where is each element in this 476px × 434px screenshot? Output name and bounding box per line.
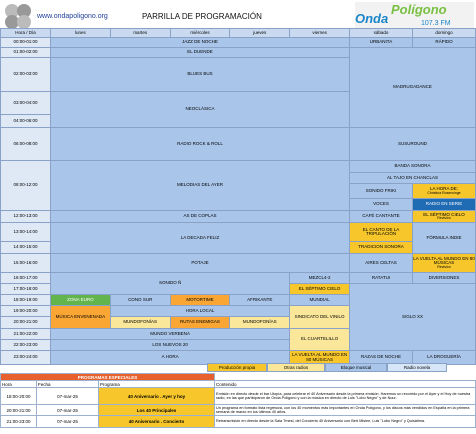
program-ratatui[interactable]: RATATUI xyxy=(350,273,413,284)
program-vuelta-review[interactable]: LA VUELTA AL MUNDO EN 80 MÚSICAS Revisión xyxy=(413,254,476,273)
program-madrugadance[interactable]: MADRUGADANCE xyxy=(350,48,476,128)
program-neoclasica[interactable]: NEOCLÁSICA xyxy=(51,92,350,128)
hour-cell: 06:00-08:00 xyxy=(1,128,51,161)
table-row: 18:00-20:00 07-mar-25 40 Aniversario . Ayer y hoy Emisión en directo desde el bar Utopía, para celebrar el 40 Aniversario desde la primera emisión. Haremos un recorrido por el Ayer y el Hoy de nuestra radio, en las que participaron de Onda Poligono y con la música en directo de Luis "Lobo Negro" y de Nour. xyxy=(1,388,476,405)
program-motortime[interactable]: MOTORTIME xyxy=(170,295,230,306)
specials-header-fecha: Fecha xyxy=(37,381,99,388)
specials-header-hora: Hora xyxy=(1,381,37,388)
program-formula[interactable]: FÓRMULA INDIE xyxy=(413,223,476,254)
brand-logo: Onda Polígono 107.3 FM xyxy=(355,2,474,32)
program-musica[interactable]: MÚSICA ENVENENADA xyxy=(51,306,111,329)
hour-cell: 14:00-15:00 xyxy=(1,242,51,254)
program-sindicato[interactable]: SINDICATO DEL VINILO xyxy=(290,306,350,329)
program-consur[interactable]: CONO SUR xyxy=(110,295,170,306)
program-cafe[interactable]: CAFÉ CANTANTE xyxy=(350,211,413,223)
program-rutas[interactable]: RUTAS ENEMIGAS xyxy=(170,317,230,329)
hour-cell: 23:00-24:00 xyxy=(1,351,51,365)
col-thursday: jueves xyxy=(230,29,290,38)
special-program-name[interactable]: 40 Aniversario . Concierto xyxy=(99,416,215,428)
program-horade[interactable]: LA HORA DE: Christina Rosenvinge xyxy=(413,184,476,199)
program-verbena[interactable]: MUNDO VERBENA xyxy=(51,329,290,340)
hour-cell: 15:00-16:00 xyxy=(1,254,51,273)
hour-cell: 13:00-14:00 xyxy=(1,223,51,242)
hour-cell: 03:00-04:00 xyxy=(1,92,51,115)
legend-own-production: Producción propia xyxy=(207,363,267,372)
col-sunday: domingo xyxy=(413,29,476,38)
program-voces[interactable]: VOCES xyxy=(350,199,413,211)
program-canto[interactable]: EL CANTO DE LA TRIPULACIÓN xyxy=(350,223,413,242)
hour-cell: 19:00-20:00 xyxy=(1,306,51,317)
program-radioserie[interactable]: RADIO EN SERIE xyxy=(413,199,476,211)
program-susuround[interactable]: SUSUROUND xyxy=(350,128,476,161)
program-cuartelillo[interactable]: EL CUARTELILLO xyxy=(290,329,350,351)
program-jazz[interactable]: JAZZ DE NOCHE xyxy=(51,38,350,48)
hour-cell: 18:00-19:00 xyxy=(1,295,51,306)
program-mundofonias-2[interactable]: MUNDOFONÍAS xyxy=(230,317,290,329)
program-septimo-review[interactable]: EL SÉPTIMO CIELO Revisión xyxy=(413,211,476,223)
col-hour: Hora / Día xyxy=(1,29,51,38)
program-vuelta[interactable]: LA VUELTA AL MUNDO EN 80 MÚSICAS xyxy=(290,351,350,365)
col-wednesday: miércoles xyxy=(170,29,230,38)
hour-cell: 01:00-02:00 xyxy=(1,48,51,58)
col-saturday: sábado xyxy=(350,29,413,38)
hour-cell: 22:00-23:00 xyxy=(1,340,51,351)
hour-cell: 02:00-03:00 xyxy=(1,58,51,92)
page-title: PARRILLA DE PROGRAMACIÓN xyxy=(142,12,262,21)
specials-header-contenido: Contenido xyxy=(215,381,476,388)
program-sonido[interactable]: SONIDO Ñ xyxy=(51,273,290,295)
hour-cell: 08:00-12:00 xyxy=(1,161,51,211)
program-horalocal[interactable]: HORA LOCAL xyxy=(110,306,289,317)
hour-cell: 04:00-06:00 xyxy=(1,115,51,128)
hour-cell: 20:00-21:00 xyxy=(1,317,51,329)
col-monday: lunes xyxy=(51,29,111,38)
program-drogueria[interactable]: LA DROGUERÍA xyxy=(413,351,476,365)
program-altajo[interactable]: AL TAJO EN CHANCLAS xyxy=(350,173,476,184)
program-decada[interactable]: LA DECADA FELIZ xyxy=(51,223,350,254)
program-banda[interactable]: BANDA SONORA xyxy=(350,161,476,173)
specials-caption: PROGRAMAS ESPECIALES xyxy=(1,374,215,381)
program-coplas[interactable]: AS DE COPLAS xyxy=(51,211,350,223)
program-friki[interactable]: SONIDO FRIKI xyxy=(350,184,413,199)
program-afrikante[interactable]: AFRIKANTE xyxy=(230,295,290,306)
legend-other-radios: Otras radios xyxy=(267,363,325,372)
program-diversiones[interactable]: DIVERSIONES xyxy=(413,273,476,284)
schedule-grid xyxy=(0,28,476,365)
program-rapido[interactable]: RÁPIDO xyxy=(413,38,476,48)
col-tuesday: martes xyxy=(110,29,170,38)
program-duende[interactable]: EL DUENDE xyxy=(51,48,350,58)
website-link[interactable]: www.ondapoligono.org xyxy=(37,13,108,20)
program-aires[interactable]: AIRES CELTAS xyxy=(350,254,413,273)
program-radiorock[interactable]: RADIO ROCK & ROLL xyxy=(51,128,350,161)
program-zona[interactable]: ZONA EURO xyxy=(51,295,111,306)
program-siglo[interactable]: SIGLO XX xyxy=(350,284,476,351)
hour-cell: 00:00-01:00 xyxy=(1,38,51,48)
hour-cell: 12:00-13:00 xyxy=(1,211,51,223)
program-mundial[interactable]: MUNDIAL xyxy=(290,295,350,306)
program-mezcla[interactable]: MEZCL4-2 xyxy=(290,273,350,284)
special-program-name[interactable]: 40 Aniversario . Ayer y hoy xyxy=(99,388,215,405)
hour-cell: 16:00-17:00 xyxy=(1,273,51,284)
special-programs-table xyxy=(0,373,476,428)
hour-cell: 17:00-18:00 xyxy=(1,284,51,295)
program-ahora[interactable]: A HORA xyxy=(51,351,290,365)
program-septimo[interactable]: EL SÉPTIMO CIELO xyxy=(290,284,350,295)
program-razas[interactable]: RAZAS DE NOCHE xyxy=(350,351,413,365)
program-nuevos[interactable]: LOS NUEVOS 20 xyxy=(51,340,290,351)
special-program-name[interactable]: Los 40 Principales xyxy=(99,405,215,416)
program-melodias[interactable]: MELODIAS DEL AYER xyxy=(51,161,350,211)
program-potaje[interactable]: POTAJE xyxy=(51,254,350,273)
program-urbanita[interactable]: URBANITA xyxy=(350,38,413,48)
table-row: 20:00-21:00 07-mar-25 Los 40 Principales Un programa en formato lista regresiva, con los 40 momentos más importantes en Onda Polígono, y los discos más vendidos en España en la primera semana de marzo en los últimos 40 años. xyxy=(1,405,476,416)
program-tradicion[interactable]: TRADICION SONORA xyxy=(350,242,413,254)
table-row: 21:00-23:00 07-mar-25 40 Aniversario . Concierto Retransmisión en directo desde la Sala Tmesi, del Concierto 40 Aniversario con Bert Mislee, Luis "Lobo Negro" y Quisátima. xyxy=(1,416,476,428)
specials-header-programa: Programa xyxy=(99,381,215,388)
legend-radio-novela: Radio novela xyxy=(387,363,447,372)
hour-cell: 21:00-22:00 xyxy=(1,329,51,340)
program-mundofonias[interactable]: MUNDOFONÍAS xyxy=(110,317,170,329)
col-friday: viernes xyxy=(290,29,350,38)
legend-music-block: Bloque musical xyxy=(325,363,387,372)
program-blues[interactable]: BLUES BUS xyxy=(51,58,350,92)
station-logo-icon xyxy=(2,2,34,30)
